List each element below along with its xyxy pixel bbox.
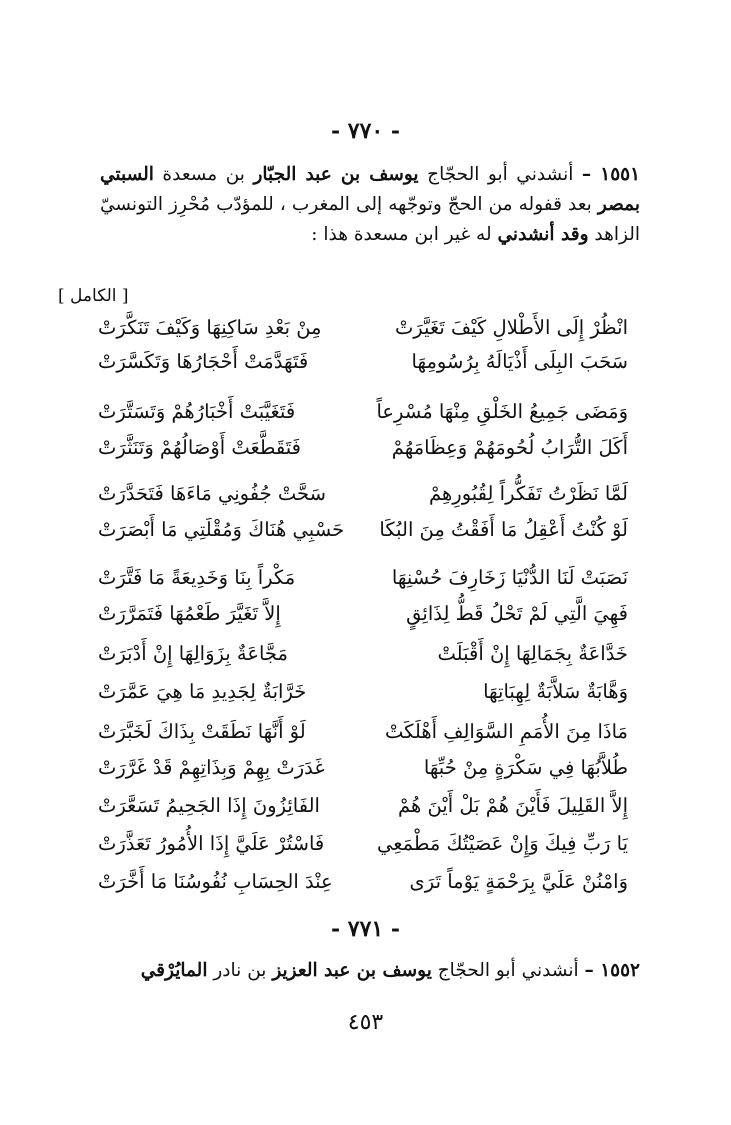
entry-text: بن نادر — [213, 960, 267, 981]
verse-second-hemistich: فَتَقَطَّعَتْ أَوْصَالُهُمْ وَتَنَثَّرَتْ — [98, 436, 301, 459]
verse-line — [98, 752, 628, 784]
person-nisba: المايُرْقي — [140, 960, 208, 981]
verse-second-hemistich: مَكْراً بِنَا وَخَدِيعَةً مَا فَتَّرَتْ — [98, 566, 296, 589]
entry-text: بعد قفوله من الحجّ وتوجّهه إلى المغرب ، للمؤدّب مُحْرِز التونسيّ الزاهد — [100, 194, 640, 245]
verse-second-hemistich: غَدَرَتْ بِهِمْ وَبِذَاتِهِمْ قَدْ غَرَّرَتْ — [98, 756, 325, 779]
entry-text: أنشدني أبو الحجّاج — [427, 164, 574, 185]
verse-first-hemistich: وَامْنُنْ عَلَيَّ بِرَحْمَةٍ يَوْماً تَرَى — [409, 870, 628, 893]
verse-second-hemistich: إِلاَّ تَغَيَّرَ طَعْمُهَا فَتَمَرَّرَتْ — [98, 602, 281, 625]
verse-line — [98, 562, 628, 594]
verse-line — [98, 312, 628, 344]
verse-line — [98, 790, 628, 822]
verse-line — [98, 638, 628, 670]
verse-first-hemistich: مَاذَا مِنَ الأُمَمِ السَّوَالِفِ أَهْلَكَتْ — [385, 720, 628, 743]
page-number: ٤٥٣ — [347, 1010, 384, 1035]
verse-first-hemistich: لَوْ كُنْتُ أَعْقِلُ مَا أَفَقْتُ مِنَ البُكَا — [379, 518, 628, 541]
verse-second-hemistich: خَرَّابَةٌ لِجَدِيدِ مَا هِيَ عَمَّرَتْ — [98, 680, 307, 703]
person-nisba: السبتي — [100, 164, 154, 185]
verse-line — [98, 396, 628, 428]
verse-line — [98, 866, 628, 898]
verse-first-hemistich: إِلاَّ القَلِيلَ فَأَيْنَ هُمْ بَلْ أَيْنَ هُمْ — [397, 794, 628, 817]
verse-first-hemistich: خَدَّاعَةٌ بِجَمَالِهَا إِنْ أَقْبَلَتْ — [437, 642, 628, 665]
verse-line — [98, 828, 628, 860]
entry-text: له غير ابن مسعدة هذا : — [311, 224, 492, 245]
entry-text: أنشدني أبو الحجّاج — [437, 960, 579, 981]
verse-line — [98, 676, 628, 708]
section-number-771: - ٧٧١ - — [330, 916, 401, 942]
section-number-770: - ٧٧٠ - — [330, 118, 401, 144]
verse-second-hemistich: سَحَّتْ جُفُونِي مَاءَهَا فَتَحَدَّرَتْ — [98, 482, 326, 505]
person-name: يوسف بن عبد الجبّار — [253, 164, 419, 185]
verse-first-hemistich: لَمَّا نَظَرْتُ تَفَكُّراً لِقُبُورِهِمْ — [429, 482, 628, 505]
verse-first-hemistich: فَهِيَ الَّتِي لَمْ تَحْلُ قَطُّ لِذَائِقٍ — [406, 602, 628, 625]
poetic-meter-label: [ الكامل ] — [58, 286, 129, 306]
verse-line — [98, 478, 628, 510]
verse-second-hemistich: الفَائِزُونَ إِذَا الجَحِيمُ تَسَعَّرَتْ — [98, 794, 320, 817]
verse-second-hemistich: مَجَّاعَةٌ بِزَوَالِهَا إِنْ أَدْبَرَتْ — [98, 642, 288, 665]
verse-line — [98, 514, 628, 546]
entry-1552-paragraph — [40, 956, 640, 986]
verse-line — [98, 598, 628, 630]
verse-first-hemistich: وَمَضَى جَمِيعُ الخَلْقِ مِنْهَا مُسْرِعاً — [376, 400, 628, 423]
verse-second-hemistich: فَاسْتُرْ عَلَيَّ إِذَا الأُمُورُ تَعَذَّرَتْ — [98, 832, 325, 855]
verse-second-hemistich: فَتَغَيَّبَتْ أَخْبَارُهُمْ وَتَسَتَّرَتْ — [98, 400, 296, 423]
verse-second-hemistich: مِنْ بَعْدِ سَاكِنِهَا وَكَيْفَ تَنَكَّرَتْ — [98, 316, 322, 339]
place-name: بمصر — [597, 194, 640, 215]
entry-number: ١٥٥١ – — [581, 164, 641, 185]
verse-first-hemistich: طُلاَّبُهَا فِي سَكْرَةٍ مِنْ حُبِّهَا — [423, 756, 628, 779]
person-name: يوسف بن عبد العزيز — [272, 960, 432, 981]
verse-first-hemistich: وَهَّابَةٌ سَلاَّبَةٌ لِهِبَاتِهَا — [483, 680, 628, 703]
entry-text-bold: وقد أنشدني — [497, 224, 589, 245]
verse-second-hemistich: حَسْبِي هُنَاكَ وَمُقْلَتِي مَا أَبْصَرَتْ — [98, 518, 345, 541]
entry-1551-paragraph — [100, 160, 640, 250]
entry-number: ١٥٥٢ – — [584, 960, 640, 981]
verse-line — [98, 716, 628, 748]
verse-second-hemistich: فَتَهَدَّمَتْ أَحْجَارُهَا وَتَكَسَّرَتْ — [98, 350, 309, 373]
verse-first-hemistich: نَصَبَتْ لَنَا الدُّنْيَا زَخَارِفَ حُسْنِهَا — [391, 566, 628, 589]
verse-first-hemistich: يَا رَبِّ فِيكَ وَإِنْ عَصَيْتُكَ مَطْمَعِي — [376, 832, 628, 855]
entry-text: بن مسعدة — [162, 164, 245, 185]
verse-first-hemistich: انْظُرْ إِلَى الأَطْلالِ كَيْفَ تَغَيَّرَتْ — [394, 316, 628, 339]
verse-first-hemistich: أَكَلَ التُّرَابُ لُحُومَهُمْ وَعِظَامَهُمْ — [391, 436, 628, 459]
verse-first-hemistich: سَحَبَ البِلَى أَذْيَالَهُ بِرُسُومِهَا — [411, 350, 628, 373]
verse-line — [98, 346, 628, 378]
verse-line — [98, 432, 628, 464]
verse-second-hemistich: لَوْ أَنَّهَا نَطَقَتْ بِذَاكَ لَخَبَّرَتْ — [98, 720, 306, 743]
verse-second-hemistich: عِنْدَ الحِسَابِ نُفُوسُنَا مَا أَخَّرَتْ — [98, 870, 333, 893]
